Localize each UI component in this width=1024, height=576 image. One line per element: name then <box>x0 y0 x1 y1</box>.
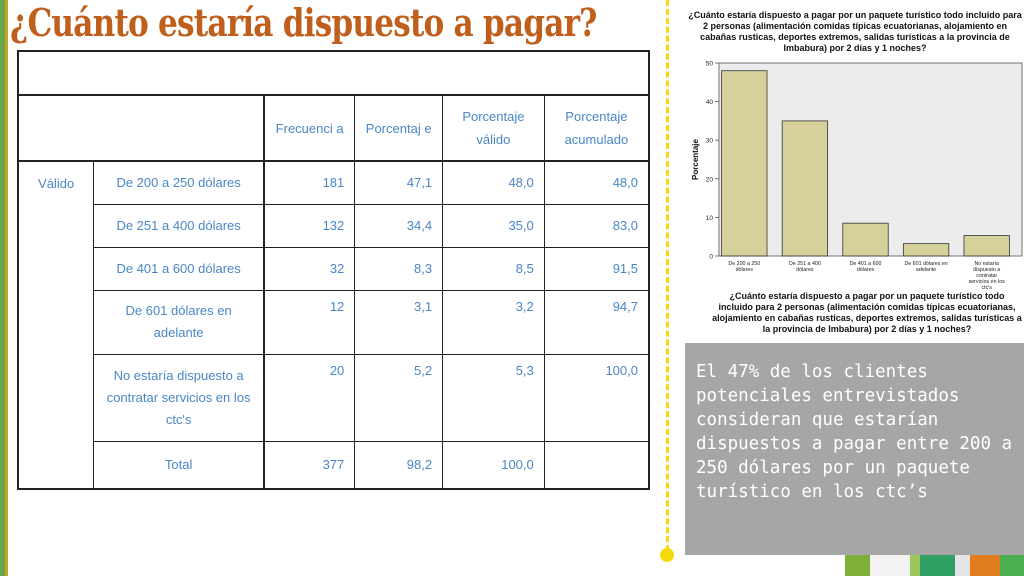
cell-porcentaje-valido: 8,5 <box>443 247 545 290</box>
bar-chart <box>688 56 1024 292</box>
cell-porcentaje: 3,1 <box>355 290 443 354</box>
bar <box>782 121 827 256</box>
cell-porcentaje-valido: 48,0 <box>443 161 545 204</box>
cell-porcentaje-valido: 3,2 <box>443 290 545 354</box>
x-tick-label: De 251 a 400 dólares <box>788 261 821 273</box>
bar <box>722 71 767 256</box>
table-row <box>18 204 649 247</box>
x-tick-label: De 200 a 250 dólares <box>728 261 761 273</box>
table-caption-row <box>18 51 649 95</box>
row-label: De 200 a 250 dólares <box>94 161 264 204</box>
cell-porcentaje-acumulado <box>544 441 649 489</box>
left-accent-bar-gold <box>5 0 8 576</box>
vertical-divider <box>666 0 669 560</box>
chart-x-axis-label: ¿Cuánto estaría dispuesto a pagar por un paquete turístico todo incluido para 2 personas (alimentación comidas típicas ecuatorianas, alojamiento en cabañas rusticas, deportes extremos, salidas turísticas a la provincia de Imbabura) por 2 días y 1 noches? <box>712 291 1022 334</box>
cell-frecuencia: 181 <box>264 161 355 204</box>
table-row <box>18 354 649 441</box>
bar <box>843 223 888 256</box>
cell-porcentaje: 8,3 <box>355 247 443 290</box>
cell-porcentaje-valido: 100,0 <box>443 441 545 489</box>
cell-porcentaje-valido: 5,3 <box>443 354 545 441</box>
decorative-stripe <box>910 555 920 576</box>
row-label: Total <box>94 441 264 489</box>
cell-frecuencia: 377 <box>264 441 355 489</box>
bar <box>964 236 1009 256</box>
y-tick-label: 20 <box>705 176 713 184</box>
table-header-blank <box>18 95 264 161</box>
divider-dot <box>660 548 674 562</box>
summary-text: El 47% de los clientes potenciales entrevistados consideran que estarían dispuestos a pagar entre 200 a 250 dólares por un paquete turístico en los ctc’s <box>696 362 1013 502</box>
table-row <box>18 290 649 354</box>
cell-porcentaje-acumulado: 100,0 <box>544 354 649 441</box>
column-header-frecuencia: Frecuenci a <box>264 95 355 161</box>
row-label: De 401 a 600 dólares <box>94 247 264 290</box>
group-label-valido: Válido <box>18 161 94 489</box>
decorative-stripe <box>955 555 970 576</box>
y-tick-label: 10 <box>705 214 713 222</box>
table-caption-cell <box>18 51 649 95</box>
decorative-stripe <box>1000 555 1024 576</box>
x-tick-label: De 601 dólares en adelante <box>904 261 948 273</box>
cell-porcentaje-acumulado: 48,0 <box>544 161 649 204</box>
x-tick-label: No estaría dispuesto a contratar servicios en los ctc's <box>968 261 1005 291</box>
cell-porcentaje: 47,1 <box>355 161 443 204</box>
table-header-row <box>18 95 649 161</box>
cell-porcentaje: 98,2 <box>355 441 443 489</box>
y-tick-label: 40 <box>705 99 713 107</box>
y-axis-label: Porcentaje <box>691 139 700 180</box>
decorative-stripe <box>970 555 1000 576</box>
y-tick-label: 30 <box>705 137 713 145</box>
x-tick-label: De 401 a 600 dólares <box>849 261 882 273</box>
frequency-table <box>17 50 650 490</box>
cell-porcentaje-acumulado: 94,7 <box>544 290 649 354</box>
cell-porcentaje: 34,4 <box>355 204 443 247</box>
cell-frecuencia: 12 <box>264 290 355 354</box>
column-header-porcentaje-acumulado: Porcentaje acumulado <box>544 95 649 161</box>
decorative-stripe <box>845 555 870 576</box>
cell-frecuencia: 132 <box>264 204 355 247</box>
table-row <box>18 247 649 290</box>
row-label: De 601 dólares en adelante <box>94 290 264 354</box>
column-header-porcentaje: Porcentaj e <box>355 95 443 161</box>
table-row <box>18 161 649 204</box>
table-row-total <box>18 441 649 489</box>
cell-frecuencia: 20 <box>264 354 355 441</box>
cell-porcentaje-acumulado: 91,5 <box>544 247 649 290</box>
decorative-stripe <box>870 555 910 576</box>
column-header-porcentaje-valido: Porcentaje válido <box>443 95 545 161</box>
bar <box>903 244 948 256</box>
row-label: No estaría dispuesto a contratar servicios en los ctc's <box>94 354 264 441</box>
y-tick-label: 50 <box>705 60 713 68</box>
cell-frecuencia: 32 <box>264 247 355 290</box>
slide-title: ¿Cuánto estaría dispuesto a pagar? <box>10 0 597 45</box>
cell-porcentaje: 5,2 <box>355 354 443 441</box>
y-tick-label: 0 <box>709 253 713 261</box>
cell-porcentaje-acumulado: 83,0 <box>544 204 649 247</box>
chart-title: ¿Cuánto estaría dispuesto a pagar por un paquete turístico todo incluido para 2 personas (alimentación comidas típicas ecuatorianas, alojamiento en cabañas rusticas, deportes extremos, salidas turísticas a la provincia de Imbabura) por 2 días y 1 noches? <box>688 10 1022 53</box>
cell-porcentaje-valido: 35,0 <box>443 204 545 247</box>
row-label: De 251 a 400 dólares <box>94 204 264 247</box>
decorative-stripe <box>920 555 955 576</box>
